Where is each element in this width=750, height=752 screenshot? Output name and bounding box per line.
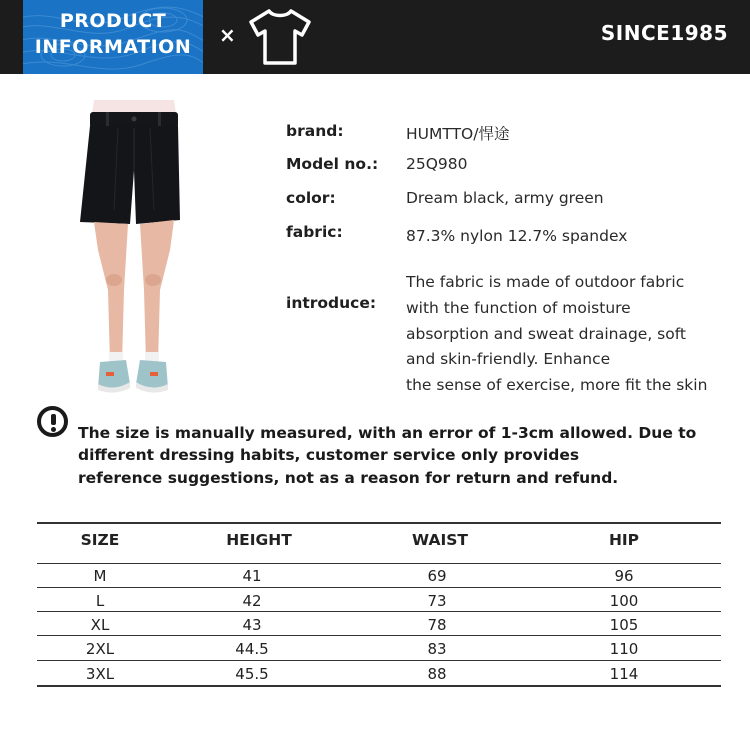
table-row-rule [37,587,721,588]
brand-label: brand: [286,122,344,140]
since-text: SINCE1985 [600,21,728,45]
notice-line: The size is manually measured, with an error of 1-3cm allowed. Due to [78,424,697,442]
introduce-line: The fabric is made of outdoor fabric [406,273,685,291]
fabric-label: fabric: [286,223,343,241]
table-cell: 41 [242,567,262,585]
col-header-height: HEIGHT [226,531,292,549]
badge-line-1: PRODUCT [59,10,167,32]
badge-line-2: INFORMATION [34,36,192,58]
brand-value: HUMTTO/悍途 [406,125,510,143]
table-cell: 78 [427,616,447,634]
col-header-waist: WAIST [412,531,468,549]
table-cell: 43 [242,616,262,634]
color-value: Dream black, army green [406,189,604,207]
product-information-badge [23,0,203,74]
table-cell: 44.5 [235,640,269,658]
introduce-line: and skin-friendly. Enhance [406,350,611,368]
warning-icon [37,406,68,437]
table-cell: M [93,567,107,585]
introduce-line: the sense of exercise, more fit the skin [406,376,708,394]
model-label: Model no.: [286,155,379,173]
col-header-hip: HIP [608,531,640,549]
table-cell: XL [90,616,110,634]
table-row-rule [37,635,721,636]
table-cell: 96 [614,567,634,585]
table-bottom-rule [37,685,721,687]
table-row-rule [37,611,721,612]
color-label: color: [286,189,336,207]
table-cell: 110 [609,640,639,658]
table-header-rule [37,563,721,564]
table-cell: 88 [427,665,447,683]
header-bar [0,0,750,74]
introduce-label: introduce: [286,294,377,312]
table-cell: 45.5 [235,665,269,683]
introduce-line: absorption and sweat drainage, soft [406,325,686,343]
table-top-rule [37,522,721,524]
table-cell: 42 [242,592,262,610]
model-value: 25Q980 [406,155,468,173]
notice-line: reference suggestions, not as a reason for return and refund. [78,469,619,487]
table-cell: 2XL [85,640,115,658]
table-cell: L [95,592,105,610]
table-cell: 114 [609,665,639,683]
times-symbol: × [219,23,236,47]
col-header-size: SIZE [80,531,120,549]
product-photo [78,100,188,396]
table-row-rule [37,660,721,661]
table-cell: 69 [427,567,447,585]
table-cell: 105 [609,616,639,634]
tshirt-icon [247,8,313,66]
table-cell: 83 [427,640,447,658]
table-cell: 3XL [85,665,115,683]
fabric-value: 87.3% nylon 12.7% spandex [406,227,628,245]
notice-line: different dressing habits, customer service only provides [78,446,580,464]
table-cell: 73 [427,592,447,610]
introduce-line: with the function of moisture [406,299,631,317]
table-cell: 100 [609,592,639,610]
